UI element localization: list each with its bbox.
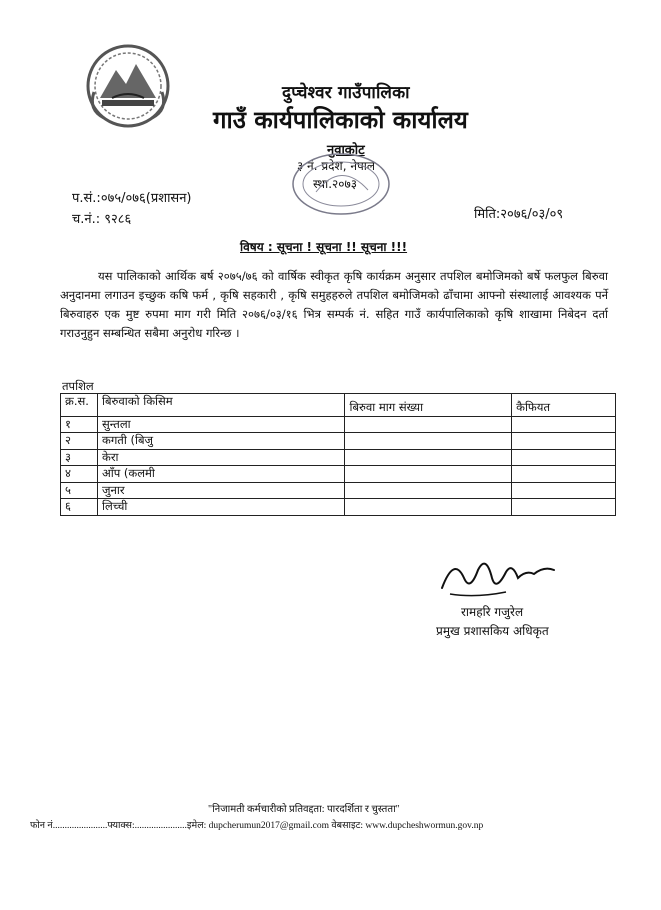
row-plant: आँप (कलमी <box>97 466 344 483</box>
table-row <box>61 433 616 450</box>
letter-subject: विषय : सूचना ! सूचना !! सूचना !!! <box>240 240 408 254</box>
table-row <box>61 482 616 499</box>
row-plant: केरा <box>97 449 344 466</box>
footer-contact: फोन नं.......................फ्याक्स:......................इमेल: dupcherumun2017@gmail.com वेबसाइट: www.dupcheshwormun.gov.np <box>30 821 484 831</box>
row-serial: १ <box>61 416 98 433</box>
plant-request-table <box>60 393 616 516</box>
handwritten-signature <box>436 548 566 604</box>
footer-motto: "निजामती कर्मचारीको प्रतिवद्दता: पारदर्शिता र चुस्तता" <box>208 804 400 815</box>
office-seal-stamp <box>286 150 396 222</box>
table-header-row <box>61 394 616 417</box>
office-name: दुप्चेश्वर गाउँपालिका <box>282 83 410 103</box>
row-remark <box>512 433 616 450</box>
signer-name: रामहरि गजुरेल <box>461 605 524 619</box>
row-remark <box>512 416 616 433</box>
table-row <box>61 499 616 516</box>
row-quantity <box>345 416 512 433</box>
row-quantity <box>345 499 512 516</box>
row-remark <box>512 449 616 466</box>
column-header-remarks: कैफियत <box>512 394 616 417</box>
established-year: स्था.२०७३ <box>313 177 357 191</box>
row-serial: ५ <box>61 482 98 499</box>
column-header-plant: बिरुवाको किसिम <box>97 394 344 417</box>
row-plant: लिच्ची <box>97 499 344 516</box>
row-serial: ४ <box>61 466 98 483</box>
office-address: ३ नं. प्रदेश, नेपाल <box>297 159 376 173</box>
row-quantity <box>345 449 512 466</box>
row-remark <box>512 499 616 516</box>
government-emblem-icon <box>82 40 174 132</box>
column-header-sn: क्र.स. <box>61 394 98 417</box>
table-row <box>61 416 616 433</box>
row-plant: सुन्तला <box>97 416 344 433</box>
district-name: नुवाकोट <box>327 143 365 158</box>
dispatch-number: च.नं.: ९२८६ <box>72 212 132 227</box>
signer-title: प्रमुख प्रशासकिय अधिकृत <box>436 624 549 638</box>
row-serial: २ <box>61 433 98 450</box>
table-row <box>61 466 616 483</box>
row-quantity <box>345 482 512 499</box>
row-quantity <box>345 433 512 450</box>
column-header-quantity: बिरुवा माग संख्या <box>345 394 512 417</box>
notice-paragraph: यस पालिकाको आर्थिक बर्ष २०७५/७६ को वार्षिक स्वीकृत कृषि कार्यक्रम अनुसार तपशिल बमोजिमको बर्षे फलफुल बिरुवा अनुदानमा लगाउन इच्छुक कषि फर्म , कृषि सहकारी , कृषि समुहहरुले तपशिल बमोजिमको ढाँचामा आफ्नो संस्थालाई आवश्यक पर्ने बिरुवाहरु एक मुष्ट रुपमा माग गरी मिति २०७६/०३/१६ भित्र सम्पर्क नं. सहित गाउँ कार्यपालिकाको कृषि शाखामा निबेदन दर्ता गराउनुहुन सम्बन्धित सबैमा अनुरोध गरिन्छ । <box>60 269 608 340</box>
row-plant: कगती (बिजु <box>97 433 344 450</box>
row-remark <box>512 482 616 499</box>
row-serial: ६ <box>61 499 98 516</box>
row-remark <box>512 466 616 483</box>
row-plant: जुनार <box>97 482 344 499</box>
row-quantity <box>345 466 512 483</box>
notice-body <box>60 267 608 343</box>
letter-date: मिति:२०७६/०३/०९ <box>474 207 564 222</box>
table-caption: तपशिल <box>62 379 94 393</box>
row-serial: ३ <box>61 449 98 466</box>
reference-number: प.सं.:०७५/०७६(प्रशासन) <box>72 191 192 206</box>
table-row <box>61 449 616 466</box>
office-title: गाउँ कार्यपालिकाको कार्यालय <box>213 106 468 134</box>
